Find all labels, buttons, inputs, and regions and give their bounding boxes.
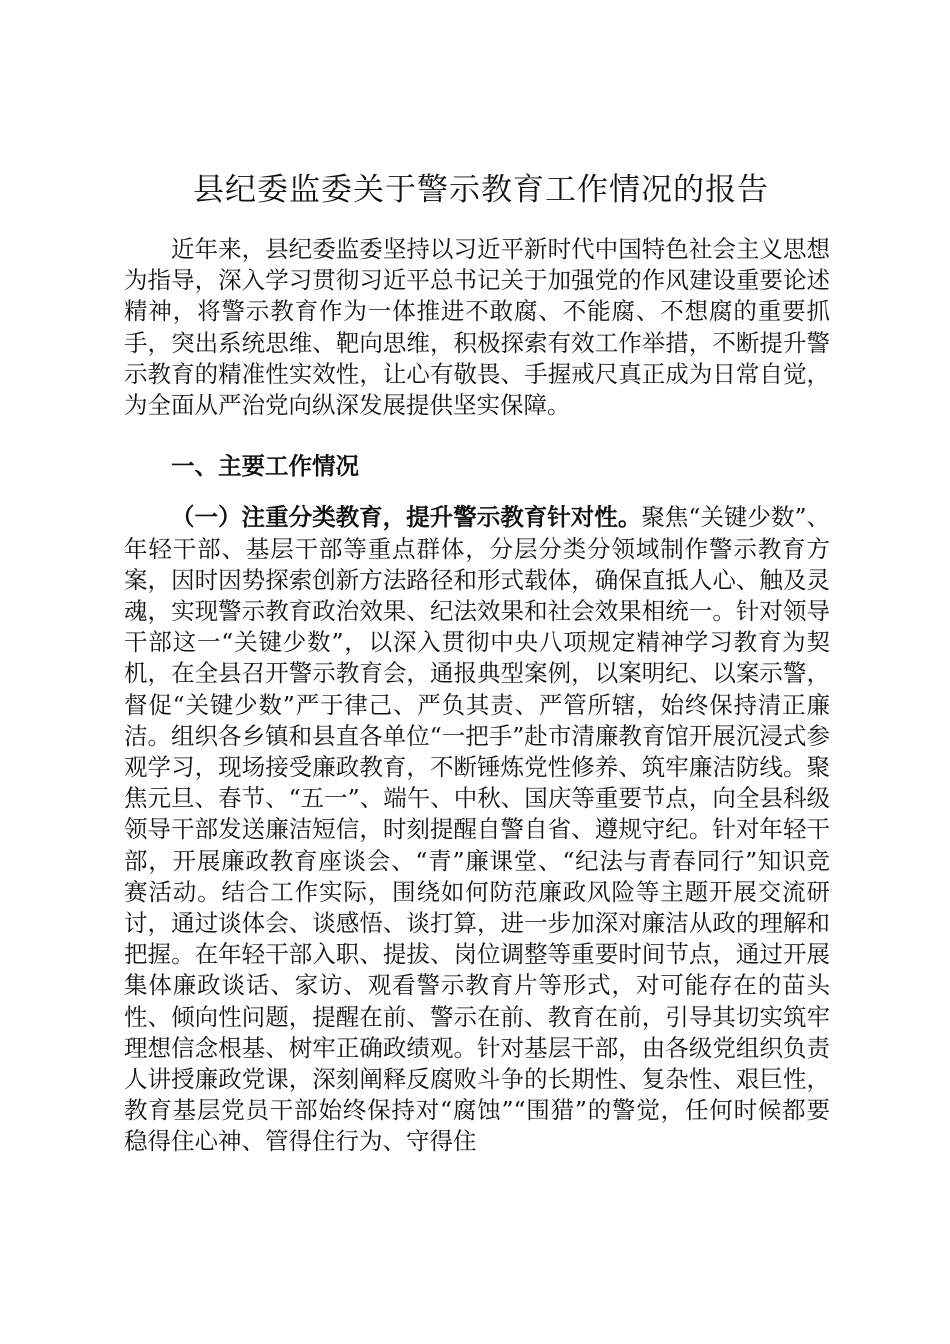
section-heading-main-work: 一、主要工作情况 — [171, 452, 359, 481]
section-item-lead: （一）注重分类教育，提升警示教育针对性。 — [171, 503, 642, 532]
document-title: 县纪委监委关于警示教育工作情况的报告 — [193, 172, 769, 208]
section-item-body: 聚焦“关键少数”、年轻干部、基层干部等重点群体，分层分类分领域制作警示教育方案，因时因势探索创新方法路径和形式载体，确保直抵人心、触及灵魂，实现警示教育政治效果、纪法效果和社会效果相统一。针对领导干部这一“关键少数”，以深入贯彻中央八项规定精神学习教育为契机，在全县召开警示教育会，通报典型案例，以案明纪、以案示警，督促“关键少数”严于律己、严负其责、严管所辖，始终保持清正廉洁。组织各乡镇和县直各单位“一把手”赴市清廉教育馆开展沉浸式参观学习，现场接受廉政教育，不断锤炼党性修养、筑牢廉洁防线。聚焦元旦、春节、“五一”、端午、中秋、国庆等重要节点，向全县科级领导干部发送廉洁短信，时刻提醒自警自省、遵规守纪。针对年轻干部，开展廉政教育座谈会、“青”廉课堂、“纪法与青春同行”知识竞赛活动。结合工作实际，围绕如何防范廉政风险等主题开展交流研讨，通过谈体会、谈感悟、谈打算，进一步加深对廉洁从政的理解和把握。在年轻干部入职、提拔、岗位调整等重要时间节点，通过开展集体廉政谈话、家访、观看警示教育片等形式，对可能存在的苗头性、倾向性问题，提醒在前、警示在前、教育在前，引导其切实筑牢理想信念根基、树牢正确政绩观。针对基层干部，由各级党组织负责人讲授廉政党课，深刻阐释反腐败斗争的长期性、复杂性、艰巨性，教育基层党员干部始终保持对“腐蚀”“围猎”的警觉，任何时候都要稳得住心神、管得住行为、守得住 — [124, 503, 831, 1156]
intro-paragraph: 近年来，县纪委监委坚持以习近平新时代中国特色社会主义思想为指导，深入学习贯彻习近平总书记关于加强党的作风建设重要论述精神，将警示教育作为一体推进不敢腐、不能腐、不想腐的重要抓手，突出系统思维、靶向思维，积极探索有效工作举措，不断提升警示教育的精准性实效性，让心有敬畏、手握戒尺真正成为日常自觉，为全面从严治党向纵深发展提供坚实保障。 — [124, 235, 830, 420]
section-item-paragraph — [124, 502, 830, 1157]
